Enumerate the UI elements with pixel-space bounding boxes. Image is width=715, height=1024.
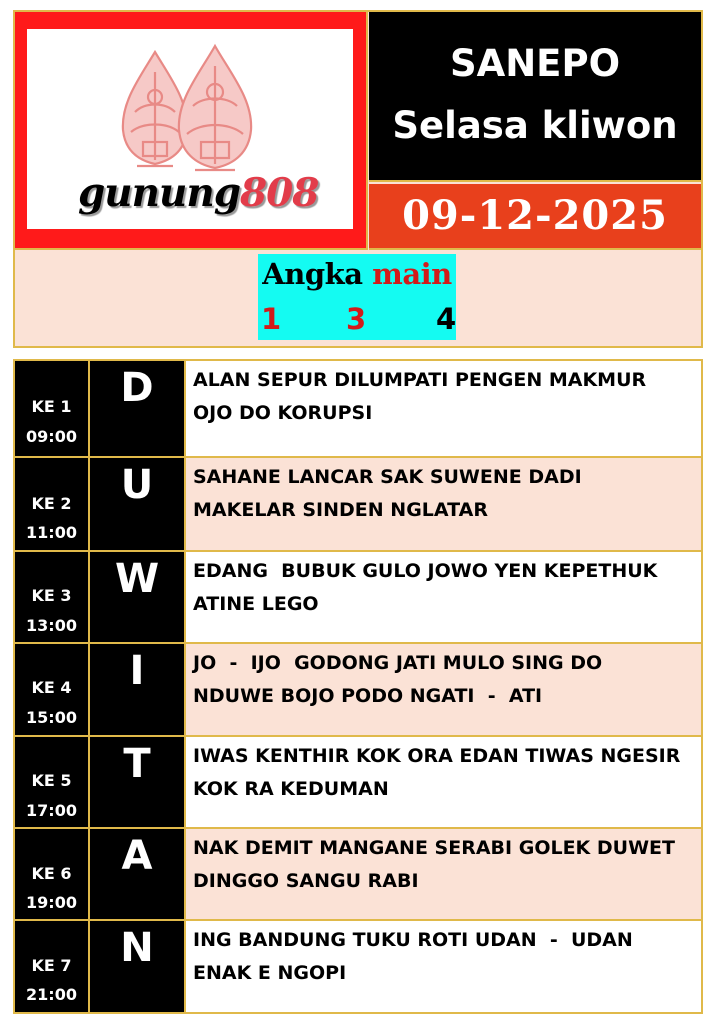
session-label: KE 1 — [31, 397, 72, 416]
sanepo-line: IWAS KENTHIR KOK ORA EDAN TIWAS NGESIR — [193, 745, 681, 767]
session-label: KE 5 — [31, 771, 72, 790]
sanepo-line: NAK DEMIT MANGANE SERABI GOLEK DUWET — [193, 837, 675, 859]
session-cell — [15, 644, 88, 735]
sanepo-text-cell — [186, 829, 701, 919]
table-row — [15, 552, 701, 642]
table-row — [15, 737, 701, 827]
session-cell — [15, 458, 88, 550]
sanepo-line: OJO DO KORUPSI — [193, 402, 373, 424]
table-row — [15, 829, 701, 919]
sanepo-line: ING BANDUNG TUKU ROTI UDAN - UDAN — [193, 929, 633, 951]
sanepo-text-cell — [186, 921, 701, 1012]
sanepo-text-cell — [186, 361, 701, 456]
session-cell — [15, 829, 88, 919]
sanepo-text-cell — [186, 552, 701, 642]
session-label: KE 7 — [31, 956, 72, 975]
date-banner: 09-12-2025 — [369, 184, 701, 250]
letter-cell: U — [90, 458, 184, 550]
letter-cell: T — [90, 737, 184, 827]
table-row — [15, 361, 701, 456]
session-label: KE 6 — [31, 864, 72, 883]
sanepo-line: ALAN SEPUR DILUMPATI PENGEN MAKMUR — [193, 369, 647, 391]
session-cell — [15, 737, 88, 827]
session-time: 09:00 — [26, 427, 77, 446]
angka-main-label — [258, 254, 456, 294]
table-row — [15, 644, 701, 735]
letter-cell: A — [90, 829, 184, 919]
session-label: KE 3 — [31, 586, 72, 605]
wayang-gunungan-icon — [115, 42, 265, 182]
session-cell — [15, 552, 88, 642]
sanepo-text-cell — [186, 644, 701, 735]
page-subtitle: Selasa kliwon — [392, 104, 678, 147]
angka-label-dark: Angka — [262, 257, 363, 291]
session-label: KE 2 — [31, 494, 72, 513]
logo-text-dark: gunung — [78, 170, 240, 216]
letter-cell: I — [90, 644, 184, 735]
table-row — [15, 458, 701, 550]
title-box — [369, 12, 701, 182]
session-time: 17:00 — [26, 801, 77, 820]
logo-wordmark — [78, 168, 319, 218]
logo-text-red: 808 — [239, 170, 319, 216]
session-time: 19:00 — [26, 893, 77, 912]
sanepo-line: MAKELAR SINDEN NGLATAR — [193, 499, 488, 521]
session-cell — [15, 921, 88, 1012]
sanepo-line: JO - IJO GODONG JATI MULO SING DO — [193, 652, 603, 674]
angka-main-numbers — [258, 298, 456, 340]
angka-number: 3 — [346, 302, 367, 336]
letter-cell: N — [90, 921, 184, 1012]
sanepo-line: KOK RA KEDUMAN — [193, 778, 389, 800]
table-row — [15, 921, 701, 1012]
sanepo-line: DINGGO SANGU RABI — [193, 870, 419, 892]
angka-number: 1 — [261, 302, 282, 336]
letter-cell: D — [90, 361, 184, 456]
angka-label-red: main — [372, 257, 452, 291]
session-time: 13:00 — [26, 616, 77, 635]
sanepo-text-cell — [186, 737, 701, 827]
sanepo-line: ATINE LEGO — [193, 593, 319, 615]
sanepo-line: NDUWE BOJO PODO NGATI - ATI — [193, 685, 543, 707]
sanepo-line: ENAK E NGOPI — [193, 962, 347, 984]
session-time: 15:00 — [26, 708, 77, 727]
sanepo-text-cell — [186, 458, 701, 550]
session-label: KE 4 — [31, 678, 72, 697]
session-time: 21:00 — [26, 985, 77, 1004]
letter-cell: W — [90, 552, 184, 642]
session-cell — [15, 361, 88, 456]
angka-number: 4 — [436, 302, 457, 336]
session-time: 11:00 — [26, 523, 77, 542]
sanepo-line: EDANG BUBUK GULO JOWO YEN KEPETHUK — [193, 560, 658, 582]
sanepo-line: SAHANE LANCAR SAK SUWENE DADI — [193, 466, 582, 488]
page-title: SANEPO — [449, 42, 621, 85]
